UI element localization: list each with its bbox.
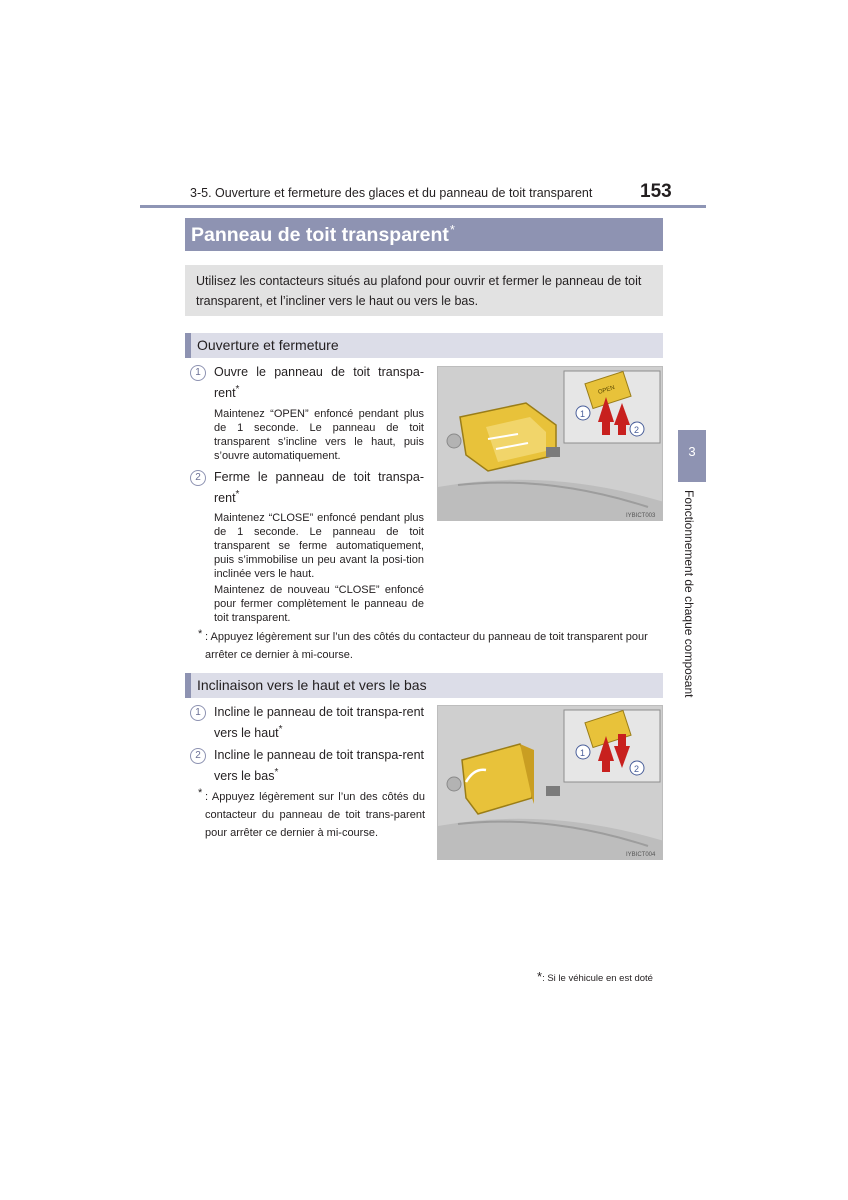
note-text: : Appuyez légèrement sur l’un des côtés du contacteur du panneau de toit trans-parent pour arrêter ce dernier à mi-course.: [205, 791, 425, 839]
intro-text: Utilisez les contacteurs situés au plafond pour ouvrir et fermer le panneau de toit transparent, et l’incliner vers le haut ou vers le bas.: [196, 274, 642, 308]
inset-switch-panel: [564, 710, 660, 782]
item-mark: *: [278, 724, 283, 735]
item-number-badge: 2: [190, 748, 206, 764]
item-label-text: Ouvre le panneau de toit transpa-rent: [214, 365, 424, 400]
subheading-label: Ouverture et fermeture: [197, 337, 339, 353]
subheading-bar: [185, 333, 191, 358]
section-title-mark: *: [449, 222, 455, 237]
figure-code: IYBICT003: [626, 513, 656, 519]
chapter-title: 3-5. Ouverture et fermeture des glaces et du panneau de toit transparent: [190, 186, 593, 200]
item-mark: *: [274, 767, 279, 778]
item-detail: Maintenez “OPEN” enfoncé pendant plus de 1 seconde. Le panneau de toit transparent s’incline vers le haut, puis s’ouvre automatiquement.: [214, 408, 424, 462]
footnote-text: : Si le véhicule en est doté: [542, 973, 653, 984]
subheading-bar: [185, 673, 191, 698]
item-detail: Maintenez “CLOSE” enfoncé pendant plus de 1 seconde. Le panneau de toit transparent se ferme automatiquement, puis s’immobilise un peu avant la posi-tion inclinée vers le haut.: [214, 512, 424, 580]
svg-text:1: 1: [580, 748, 586, 758]
svg-text:2: 2: [634, 764, 640, 774]
header-rule: [140, 205, 706, 208]
subheading-label: Inclinaison vers le haut et vers le bas: [197, 677, 427, 693]
inset-switch-panel: [564, 371, 660, 443]
chapter-tab[interactable]: 3: [678, 430, 706, 482]
svg-text:1: 1: [580, 409, 586, 419]
item-detail-extra: Maintenez de nouveau “CLOSE” enfoncé pour fermer complètement le panneau de toit transparent.: [214, 584, 424, 624]
chapter-tab-label: Fonctionnement de chaque composant: [682, 490, 696, 698]
item-mark: *: [235, 489, 240, 500]
footnote-star: *: [537, 969, 543, 984]
roof-illustration: [438, 367, 663, 521]
note-star: *: [198, 628, 203, 640]
section-title-bar: [185, 218, 663, 251]
note-text: : Appuyez légèrement sur l’un des côtés du contacteur du panneau de toit transparent pour arrêter ce dernier à mi-course.: [205, 631, 648, 661]
svg-text:2: 2: [634, 425, 640, 435]
section-title: [191, 222, 455, 247]
item-label: [214, 363, 424, 402]
item-label-text: Ferme le panneau de toit transpa-rent: [214, 470, 424, 505]
intro-box: [185, 265, 663, 316]
item-mark: *: [235, 384, 240, 395]
roof-illustration: [438, 706, 663, 860]
item-label-text: Incline le panneau de toit transpa-rent vers le bas: [214, 748, 424, 783]
note-star: *: [198, 787, 203, 799]
figure-open-close: [437, 366, 663, 521]
figure-tilt: [437, 705, 663, 860]
item-number-badge: 1: [190, 705, 206, 721]
page-number: 153: [640, 181, 672, 202]
item-label: [214, 746, 424, 785]
footnote: [537, 969, 653, 984]
figure-button-label: OPEN: [597, 384, 616, 396]
item-number-badge: 2: [190, 470, 206, 486]
figure-code: IYBICT004: [626, 852, 656, 858]
item-label: [214, 468, 424, 507]
section-title-text: Panneau de toit transparent: [191, 224, 449, 246]
subheading-open-close: [185, 333, 663, 358]
item-number-badge: 1: [190, 365, 206, 381]
subheading-tilt: [185, 673, 663, 698]
item-label: [214, 703, 424, 742]
item-label-text: Incline le panneau de toit transpa-rent vers le haut: [214, 705, 424, 740]
